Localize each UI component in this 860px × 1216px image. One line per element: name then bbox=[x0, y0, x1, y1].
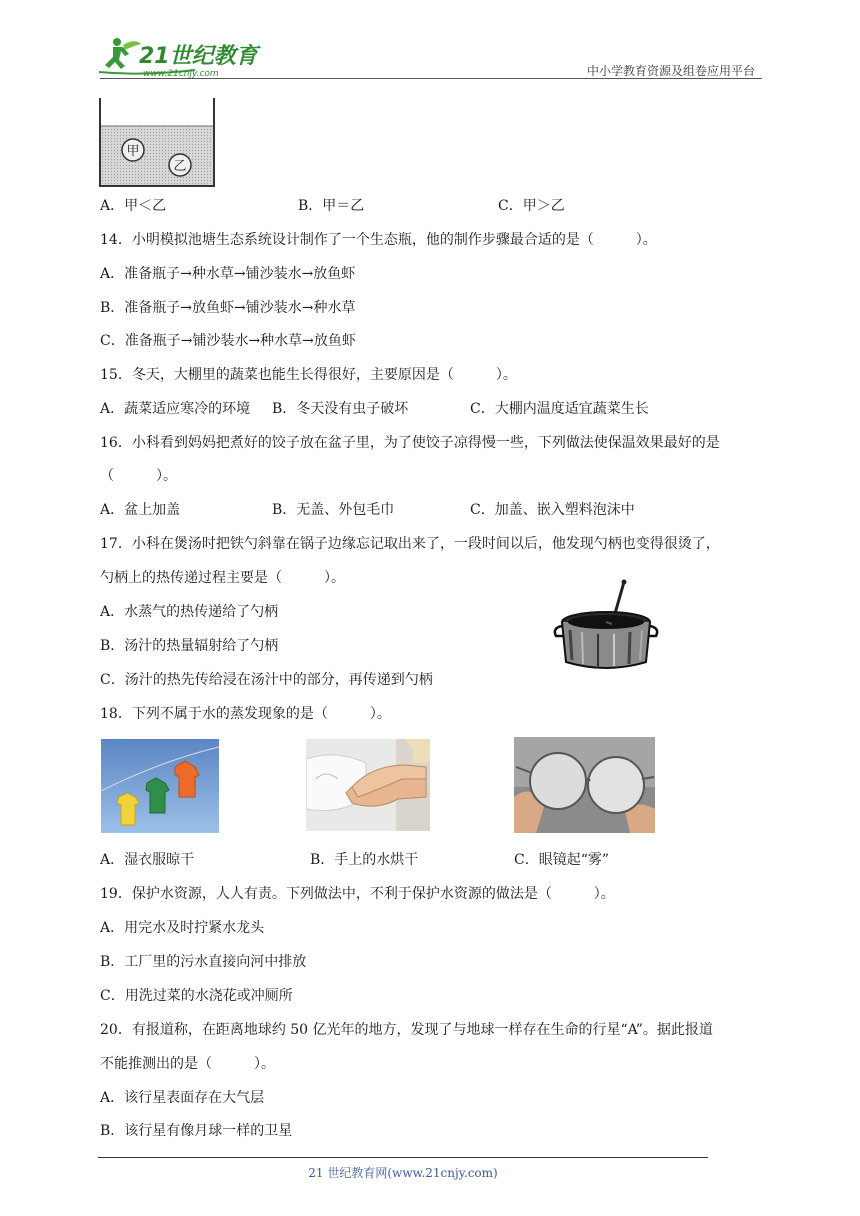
q14-option-a[interactable]: A．准备瓶子→种水草→铺沙装水→放鱼虾 bbox=[100, 266, 356, 282]
foggy-glasses-image bbox=[514, 737, 655, 833]
q18-stem: 18．下列不属于水的蒸发现象的是（ ）。 bbox=[100, 706, 391, 722]
q16-stem-line2: （ ）。 bbox=[100, 468, 177, 484]
q17-stem-line1: 17．小科在煲汤时把铁勺斜靠在锅子边缘忘记取出来了，一段时间以后，他发现勺柄也变得很烫了， bbox=[100, 536, 720, 552]
site-logo bbox=[95, 36, 265, 80]
logo-url: www.21cnjy.com bbox=[143, 69, 219, 79]
q18-option-b[interactable]: B．手上的水烘干 bbox=[310, 852, 419, 868]
q20-stem-line2: 不能推测出的是（ ）。 bbox=[100, 1056, 275, 1072]
q13-option-a[interactable]: A．甲＜乙 bbox=[100, 198, 167, 214]
q19-option-a[interactable]: A．用完水及时拧紧水龙头 bbox=[100, 920, 265, 936]
platform-name: 中小学教育资源及组卷应用平台 bbox=[586, 64, 755, 78]
logo-text: 21世纪教育 bbox=[139, 44, 258, 69]
q17-option-b[interactable]: B．汤汁的热量辐射给了勺柄 bbox=[100, 638, 279, 654]
label-jia: 甲 bbox=[126, 144, 140, 159]
footer-divider bbox=[98, 1157, 708, 1158]
q19-option-b[interactable]: B．工厂里的污水直接向河中排放 bbox=[100, 954, 307, 970]
q17-stem-line2: 勺柄上的热传递过程主要是（ ）。 bbox=[100, 570, 345, 586]
q13-option-c[interactable]: C．甲＞乙 bbox=[498, 198, 565, 214]
hand-dryer-image bbox=[306, 739, 430, 831]
q16-option-c[interactable]: C．加盖、嵌入塑料泡沫中 bbox=[470, 502, 635, 518]
q16-option-a[interactable]: A．盆上加盖 bbox=[100, 502, 181, 518]
q14-option-c[interactable]: C．准备瓶子→铺沙装水→种水草→放鱼虾 bbox=[100, 333, 356, 349]
q15-stem: 15．冬天，大棚里的蔬菜也能生长得很好，主要原因是（ ）。 bbox=[100, 367, 517, 383]
q19-option-c[interactable]: C．用洗过菜的水浇花或冲厕所 bbox=[100, 988, 293, 1004]
q14-option-b[interactable]: B．准备瓶子→放鱼虾→铺沙装水→种水草 bbox=[100, 300, 356, 316]
q18-option-c[interactable]: C．眼镜起“雾” bbox=[514, 852, 610, 868]
q15-option-a[interactable]: A．蔬菜适应寒冷的环境 bbox=[100, 401, 251, 417]
q16-stem-line1: 16．小科看到妈妈把煮好的饺子放在盆子里，为了使饺子凉得慢一些，下列做法使保温效果最好的是 bbox=[100, 435, 720, 451]
q15-option-c[interactable]: C．大棚内温度适宜蔬菜生长 bbox=[470, 401, 649, 417]
q20-option-a[interactable]: A．该行星表面存在大气层 bbox=[100, 1090, 265, 1106]
q15-option-b[interactable]: B．冬天没有虫子破坏 bbox=[272, 401, 409, 417]
q18-option-a[interactable]: A．湿衣服晾干 bbox=[100, 852, 195, 868]
pot-with-spoon-image bbox=[552, 578, 660, 674]
q17-option-c[interactable]: C．汤汁的热先传给浸在汤汁中的部分，再传递到勺柄 bbox=[100, 672, 433, 688]
header-divider bbox=[100, 78, 762, 79]
label-yi: 乙 bbox=[173, 159, 187, 174]
q19-stem: 19．保护水资源，人人有责。下列做法中，不利于保护水资源的做法是（ ）。 bbox=[100, 886, 615, 902]
q16-option-b[interactable]: B．无盖、外包毛巾 bbox=[272, 502, 395, 518]
q14-stem: 14．小明模拟池塘生态系统设计制作了一个生态瓶，他的制作步骤最合适的是（ ）。 bbox=[100, 232, 657, 248]
q20-option-b[interactable]: B．该行星有像月球一样的卫星 bbox=[100, 1123, 293, 1139]
q20-stem-line1: 20．有报道称，在距离地球约 50 亿光年的地方，发现了与地球一样存在生命的行星“A”。据此报道 bbox=[100, 1022, 713, 1038]
footer-link[interactable]: 21 世纪教育网(www.21cnjy.com) bbox=[308, 1166, 498, 1180]
wet-clothes-image bbox=[101, 739, 219, 833]
q13-option-b[interactable]: B．甲＝乙 bbox=[298, 198, 365, 214]
q17-option-a[interactable]: A．水蒸气的热传递给了勺柄 bbox=[100, 604, 279, 620]
container-diagram bbox=[98, 98, 216, 188]
